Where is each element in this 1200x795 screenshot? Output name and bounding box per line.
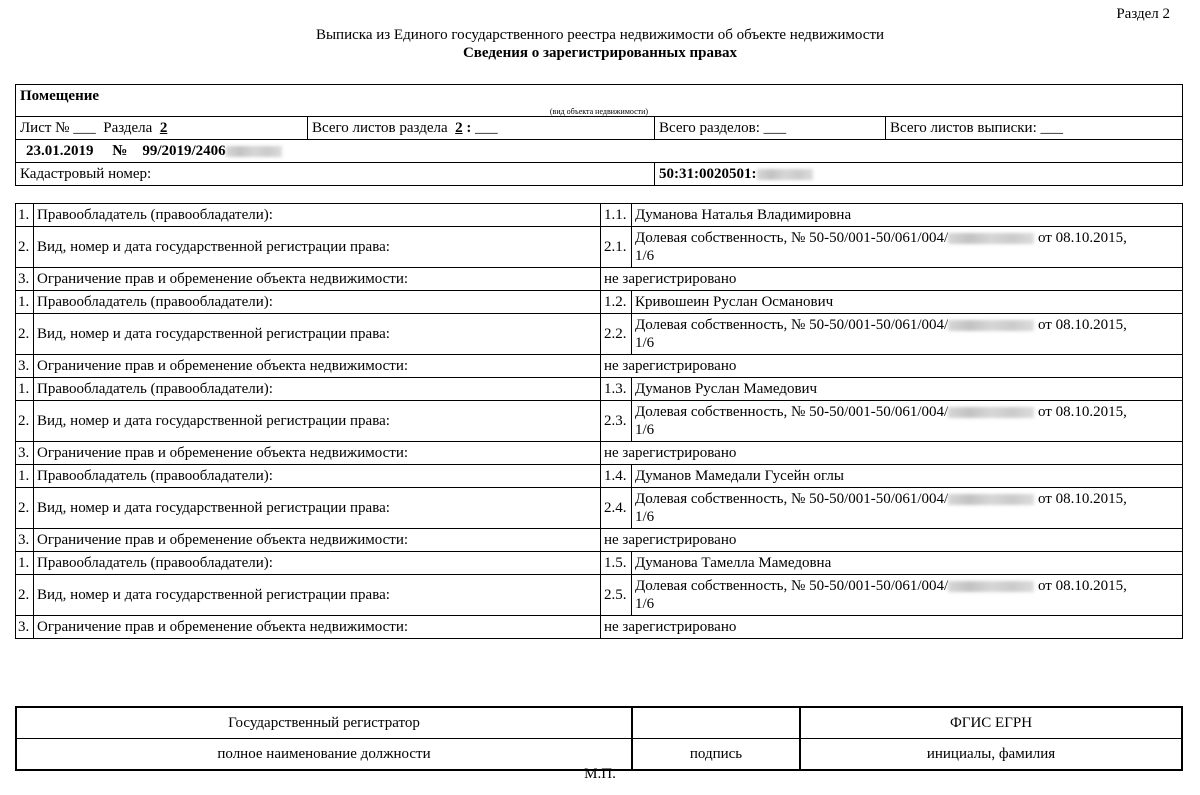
restriction-row [16,529,1183,552]
registrar-name: ФГИС ЕГРН [800,707,1182,739]
registrar-position: Государственный регистратор [16,707,632,739]
section-label: Раздел 2 [1116,6,1170,22]
right-row [16,488,1183,529]
owner-row [16,291,1183,314]
owner-row [16,204,1183,227]
row-number: 1. [16,291,34,314]
right-suffix: от 08.10.2015, [1037,491,1127,507]
right-row [16,401,1183,442]
restriction-label: Ограничение прав и обременение объекта недвижимости: [34,268,601,291]
row-number: 1. [16,465,34,488]
restriction-value: не зарегистрировано [601,355,1183,378]
restriction-row [16,268,1183,291]
document-number: 99/2019/2406 [142,142,226,159]
right-label: Вид, номер и дата государственной регистрации права: [34,314,601,355]
document-date-number [16,140,1183,163]
right-prefix: Долевая собственность, № 50-50/001-50/061/004/ [635,230,949,246]
stamp-place: М.П. [584,766,616,782]
redacted-cadastral [757,169,813,180]
owner-id: 1.3. [601,378,632,401]
total-sections-cell [655,117,886,140]
right-label: Вид, номер и дата государственной регистрации права: [34,575,601,616]
restriction-row [16,355,1183,378]
owner-id: 1.4. [601,465,632,488]
right-label: Вид, номер и дата государственной регистрации права: [34,488,601,529]
row-number: 3. [16,442,34,465]
owner-row [16,378,1183,401]
total-sheets-section-cell [308,117,655,140]
row-number: 3. [16,355,34,378]
object-type-caption: (вид объекта недвижимости) [16,107,1183,117]
sheet-number-value: ___ [73,119,96,136]
sheet-number-cell [16,117,308,140]
redacted-registration [948,233,1034,244]
right-value [632,314,1183,355]
owner-id: 1.5. [601,552,632,575]
section-number: 2 [159,119,168,136]
restriction-row [16,442,1183,465]
rights-table [15,203,1183,639]
row-number: 3. [16,616,34,639]
restriction-label: Ограничение прав и обременение объекта недвижимости: [34,442,601,465]
share-value: 1/6 [635,422,655,438]
right-prefix: Долевая собственность, № 50-50/001-50/061/004/ [635,317,949,333]
row-number: 2. [16,227,34,268]
restriction-value: не зарегистрировано [601,529,1183,552]
right-suffix: от 08.10.2015, [1037,578,1127,594]
restriction-value: не зарегистрировано [601,268,1183,291]
total-sheets-section-value: 2 [455,119,463,136]
owner-name: Думанов Мамедали Гусейн оглы [632,465,1183,488]
row-number: 1. [16,552,34,575]
position-caption: полное наименование должности [16,739,632,771]
right-prefix: Долевая собственность, № 50-50/001-50/061/004/ [635,404,949,420]
document-number-sign: № [112,142,128,159]
owner-label: Правообладатель (правообладатели): [34,552,601,575]
restriction-label: Ограничение прав и обременение объекта недвижимости: [34,355,601,378]
restriction-value: не зарегистрировано [601,616,1183,639]
right-suffix: от 08.10.2015, [1037,404,1127,420]
share-value: 1/6 [635,248,655,264]
owner-label: Правообладатель (правообладатели): [34,378,601,401]
row-number: 2. [16,314,34,355]
owner-id: 1.1. [601,204,632,227]
row-number: 3. [16,529,34,552]
owner-name: Кривошеин Руслан Османович [632,291,1183,314]
signature-caption: подпись [632,739,800,771]
document-title: Выписка из Единого государственного реестра недвижимости об объекте недвижимости [315,27,885,43]
total-sheets-extract-cell [886,117,1183,140]
owner-label: Правообладатель (правообладатели): [34,291,601,314]
owner-name: Думанова Тамелла Мамедовна [632,552,1183,575]
owner-id: 1.2. [601,291,632,314]
right-suffix: от 08.10.2015, [1037,317,1127,333]
registrar-signature [632,707,800,739]
owner-row [16,465,1183,488]
restriction-value: не зарегистрировано [601,442,1183,465]
right-suffix: от 08.10.2015, [1037,230,1127,246]
redacted-number [226,146,282,157]
right-id: 2.1. [601,227,632,268]
cadastral-value-cell [655,163,1183,186]
sheet-number-label: Лист № [20,119,70,136]
owner-name: Думанов Руслан Мамедович [632,378,1183,401]
right-value [632,488,1183,529]
row-number: 2. [16,401,34,442]
owner-label: Правообладатель (правообладатели): [34,465,601,488]
owner-row [16,552,1183,575]
right-id: 2.5. [601,575,632,616]
right-row [16,575,1183,616]
document-subtitle: Сведения о зарегистрированных правах [462,45,738,61]
right-value [632,227,1183,268]
total-sheets-section-blank: ___ [475,119,498,136]
header-table [15,84,1183,186]
right-label: Вид, номер и дата государственной регистрации права: [34,227,601,268]
section-label-inline: Раздела [103,119,153,136]
restriction-row [16,616,1183,639]
redacted-registration [948,407,1034,418]
right-id: 2.2. [601,314,632,355]
right-row [16,227,1183,268]
right-prefix: Долевая собственность, № 50-50/001-50/061/004/ [635,491,949,507]
total-sheets-section-sep: : [466,119,472,136]
right-row [16,314,1183,355]
share-value: 1/6 [635,509,655,525]
row-number: 2. [16,575,34,616]
right-label: Вид, номер и дата государственной регистрации права: [34,401,601,442]
object-type: Помещение [16,85,1183,108]
owner-name: Думанова Наталья Владимировна [632,204,1183,227]
name-caption: инициалы, фамилия [800,739,1182,771]
redacted-registration [948,581,1034,592]
total-sheets-extract-label: Всего листов выписки: [890,119,1037,136]
right-prefix: Долевая собственность, № 50-50/001-50/061/004/ [635,578,949,594]
document-date: 23.01.2019 [26,142,94,159]
cadastral-number: 50:31:0020501: [659,165,757,182]
right-value [632,575,1183,616]
row-number: 1. [16,378,34,401]
row-number: 3. [16,268,34,291]
redacted-registration [948,494,1034,505]
share-value: 1/6 [635,335,655,351]
right-id: 2.3. [601,401,632,442]
restriction-label: Ограничение прав и обременение объекта недвижимости: [34,616,601,639]
restriction-label: Ограничение прав и обременение объекта недвижимости: [34,529,601,552]
signature-table [15,706,1183,771]
right-value [632,401,1183,442]
total-sheets-extract-value: ___ [1040,119,1063,136]
right-id: 2.4. [601,488,632,529]
total-sections-value: ___ [763,119,787,136]
share-value: 1/6 [635,596,655,612]
row-number: 2. [16,488,34,529]
total-sections-label: Всего разделов: [659,119,760,136]
cadastral-label: Кадастровый номер: [16,163,655,186]
owner-label: Правообладатель (правообладатели): [34,204,601,227]
redacted-registration [948,320,1034,331]
row-number: 1. [16,204,34,227]
total-sheets-section-label: Всего листов раздела [312,119,448,136]
